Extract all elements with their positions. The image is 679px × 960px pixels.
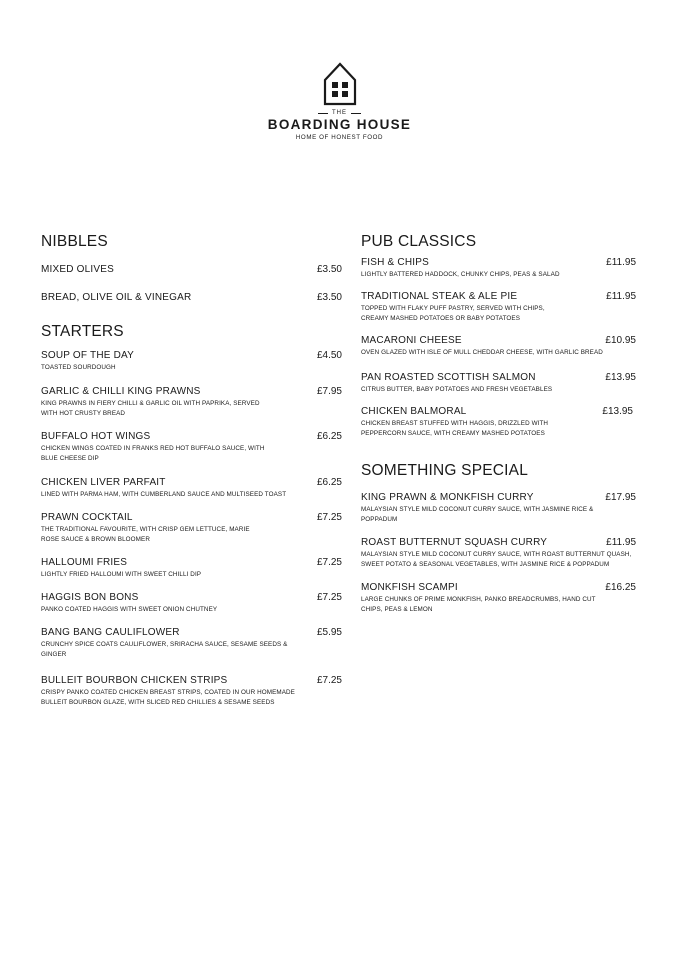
item-description: LARGE CHUNKS OF PRIME MONKFISH, PANKO BREADCRUMBS, HAND CUT CHIPS, PEAS & LEMON bbox=[361, 596, 596, 613]
house-icon bbox=[323, 62, 357, 106]
menu-item bbox=[41, 291, 342, 304]
item-header bbox=[361, 256, 636, 269]
logo-the-text: THE bbox=[332, 110, 347, 116]
item-name: HAGGIS BON BONS bbox=[41, 592, 139, 603]
item-name: MACARONI CHEESE bbox=[361, 335, 462, 346]
item-header bbox=[41, 430, 342, 443]
item-description: PANKO COATED HAGGIS WITH SWEET ONION CHUTNEY bbox=[41, 606, 218, 613]
menu-item bbox=[361, 491, 636, 525]
item-header bbox=[41, 511, 342, 524]
menu-item bbox=[41, 385, 342, 419]
item-header bbox=[41, 349, 342, 362]
item-name: BREAD, OLIVE OIL & VINEGAR bbox=[41, 292, 192, 303]
item-header bbox=[41, 556, 342, 569]
menu-item bbox=[41, 511, 342, 545]
menu-item bbox=[41, 476, 342, 500]
item-price: £17.95 bbox=[605, 492, 636, 503]
item-header bbox=[41, 674, 342, 687]
item-header bbox=[361, 491, 636, 504]
menu-item bbox=[361, 536, 636, 570]
item-name: MONKFISH SCAMPI bbox=[361, 582, 458, 593]
item-header bbox=[41, 263, 342, 276]
item-price: £13.95 bbox=[605, 372, 636, 383]
item-name: HALLOUMI FRIES bbox=[41, 557, 128, 568]
item-description: CRUNCHY SPICE COATS CAULIFLOWER, SRIRACHA SAUCE, SESAME SEEDS & GINGER bbox=[41, 641, 288, 658]
item-description: LIGHTLY BATTERED HADDOCK, CHUNKY CHIPS, PEAS & SALAD bbox=[361, 271, 560, 278]
item-name: FISH & CHIPS bbox=[361, 257, 429, 268]
menu-item bbox=[361, 405, 633, 439]
item-description: THE TRADITIONAL FAVOURITE, WITH CRISP GEM LETTUCE, MARIE ROSE SAUCE & BROWN BLOOMER bbox=[41, 526, 250, 543]
divider bbox=[351, 113, 361, 114]
item-price: £3.50 bbox=[316, 292, 342, 303]
item-description: CITRUS BUTTER, BABY POTATOES AND FRESH VEGETABLES bbox=[361, 386, 553, 393]
item-name: MIXED OLIVES bbox=[41, 264, 114, 275]
item-name: CHICKEN LIVER PARFAIT bbox=[41, 477, 166, 488]
menu-item bbox=[41, 626, 342, 660]
item-name: BUFFALO HOT WINGS bbox=[41, 431, 151, 442]
item-price: £11.95 bbox=[606, 537, 636, 548]
restaurant-name: BOARDING HOUSE bbox=[267, 117, 412, 132]
item-name: PRAWN COCKTAIL bbox=[41, 512, 133, 523]
item-price: £10.95 bbox=[605, 335, 636, 346]
item-name: PAN ROASTED SCOTTISH SALMON bbox=[361, 372, 536, 383]
menu-item bbox=[41, 674, 342, 708]
item-description: MALAYSIAN STYLE MILD COCONUT CURRY SAUCE, WITH JASMINE RICE & POPPADUM bbox=[361, 506, 594, 523]
item-header bbox=[41, 476, 342, 489]
item-price: £11.95 bbox=[606, 257, 636, 268]
menu-item bbox=[361, 334, 636, 358]
item-description: TOASTED SOURDOUGH bbox=[41, 364, 116, 371]
item-price: £5.95 bbox=[316, 627, 342, 638]
item-description: CRISPY PANKO COATED CHICKEN BREAST STRIPS, COATED IN OUR HOMEMADE BULLEIT BOURBON GLAZE, WITH SLICED RED CHILLIES & SESAME SEEDS bbox=[41, 689, 295, 706]
item-name: BULLEIT BOURBON CHICKEN STRIPS bbox=[41, 675, 228, 686]
menu-item bbox=[41, 263, 342, 276]
menu-item bbox=[361, 371, 636, 395]
item-description: LINED WITH PARMA HAM, WITH CUMBERLAND SAUCE AND MULTISEED TOAST bbox=[41, 491, 287, 498]
item-header bbox=[361, 405, 633, 418]
item-description: CHICKEN BREAST STUFFED WITH HAGGIS, DRIZZLED WITH PEPPERCORN SAUCE, WITH CREAMY MASHED POTATOES bbox=[361, 420, 549, 437]
item-header bbox=[41, 385, 342, 398]
item-description: LIGHTLY FRIED HALLOUMI WITH SWEET CHILLI DIP bbox=[41, 571, 202, 578]
item-description: CHICKEN WINGS COATED IN FRANKS RED HOT BUFFALO SAUCE, WITH BLUE CHEESE DIP bbox=[41, 445, 265, 462]
section-title-pub-classics: PUB CLASSICS bbox=[361, 233, 477, 250]
item-header bbox=[361, 290, 636, 303]
item-price: £7.25 bbox=[316, 512, 342, 523]
section-title-starters: STARTERS bbox=[41, 323, 124, 340]
logo-the bbox=[0, 110, 679, 116]
item-header bbox=[41, 591, 342, 604]
item-header bbox=[41, 291, 342, 304]
item-header bbox=[361, 581, 636, 594]
item-price: £7.25 bbox=[316, 592, 342, 603]
left-column bbox=[41, 232, 342, 708]
item-header bbox=[361, 371, 636, 384]
item-name: CHICKEN BALMORAL bbox=[361, 406, 467, 417]
item-name: GARLIC & CHILLI KING PRAWNS bbox=[41, 386, 201, 397]
item-header bbox=[361, 334, 636, 347]
menu-item bbox=[361, 290, 636, 324]
item-price: £4.50 bbox=[316, 350, 342, 361]
section-title-nibbles: NIBBLES bbox=[41, 233, 108, 250]
section-title-something-special: SOMETHING SPECIAL bbox=[361, 462, 529, 479]
menu-item bbox=[361, 581, 636, 615]
item-name: BANG BANG CAULIFLOWER bbox=[41, 627, 180, 638]
menu-item bbox=[41, 591, 342, 615]
menu-item bbox=[41, 430, 342, 464]
item-price: £11.95 bbox=[606, 291, 636, 302]
item-header bbox=[41, 626, 342, 639]
item-description: OVEN GLAZED WITH ISLE OF MULL CHEDDAR CHEESE, WITH GARLIC BREAD bbox=[361, 349, 603, 356]
right-column bbox=[361, 232, 636, 615]
item-header bbox=[361, 536, 636, 549]
item-price: £7.25 bbox=[316, 557, 342, 568]
item-name: SOUP OF THE DAY bbox=[41, 350, 135, 361]
item-price: £7.95 bbox=[316, 386, 342, 397]
item-price: £7.25 bbox=[316, 675, 342, 686]
item-price: £6.25 bbox=[316, 477, 342, 488]
item-description: MALAYSIAN STYLE MILD COCONUT CURRY SAUCE, WITH ROAST BUTTERNUT QUASH, SWEET POTATO & SEASONAL VEGETABLES, WITH JASMINE RICE & POPPADUM bbox=[361, 551, 632, 568]
item-description: TOPPED WITH FLAKY PUFF PASTRY, SERVED WITH CHIPS, CREAMY MASHED POTATOES OR BABY POTATOES bbox=[361, 305, 545, 322]
item-name: TRADITIONAL STEAK & ALE PIE bbox=[361, 291, 518, 302]
restaurant-logo bbox=[0, 62, 679, 141]
menu-item bbox=[361, 256, 636, 280]
menu-item bbox=[41, 556, 342, 580]
item-price: £6.25 bbox=[316, 431, 342, 442]
item-name: KING PRAWN & MONKFISH CURRY bbox=[361, 492, 534, 503]
item-description: KING PRAWNS IN FIERY CHILLI & GARLIC OIL WITH PAPRIKA, SERVED WITH HOT CRUSTY BREAD bbox=[41, 400, 260, 417]
item-price: £13.95 bbox=[602, 406, 633, 417]
item-price: £16.25 bbox=[605, 582, 636, 593]
divider bbox=[318, 113, 328, 114]
item-name: ROAST BUTTERNUT SQUASH CURRY bbox=[361, 537, 548, 548]
item-price: £3.50 bbox=[316, 264, 342, 275]
menu-item bbox=[41, 349, 342, 373]
restaurant-tagline: HOME OF HONEST FOOD bbox=[295, 134, 384, 141]
